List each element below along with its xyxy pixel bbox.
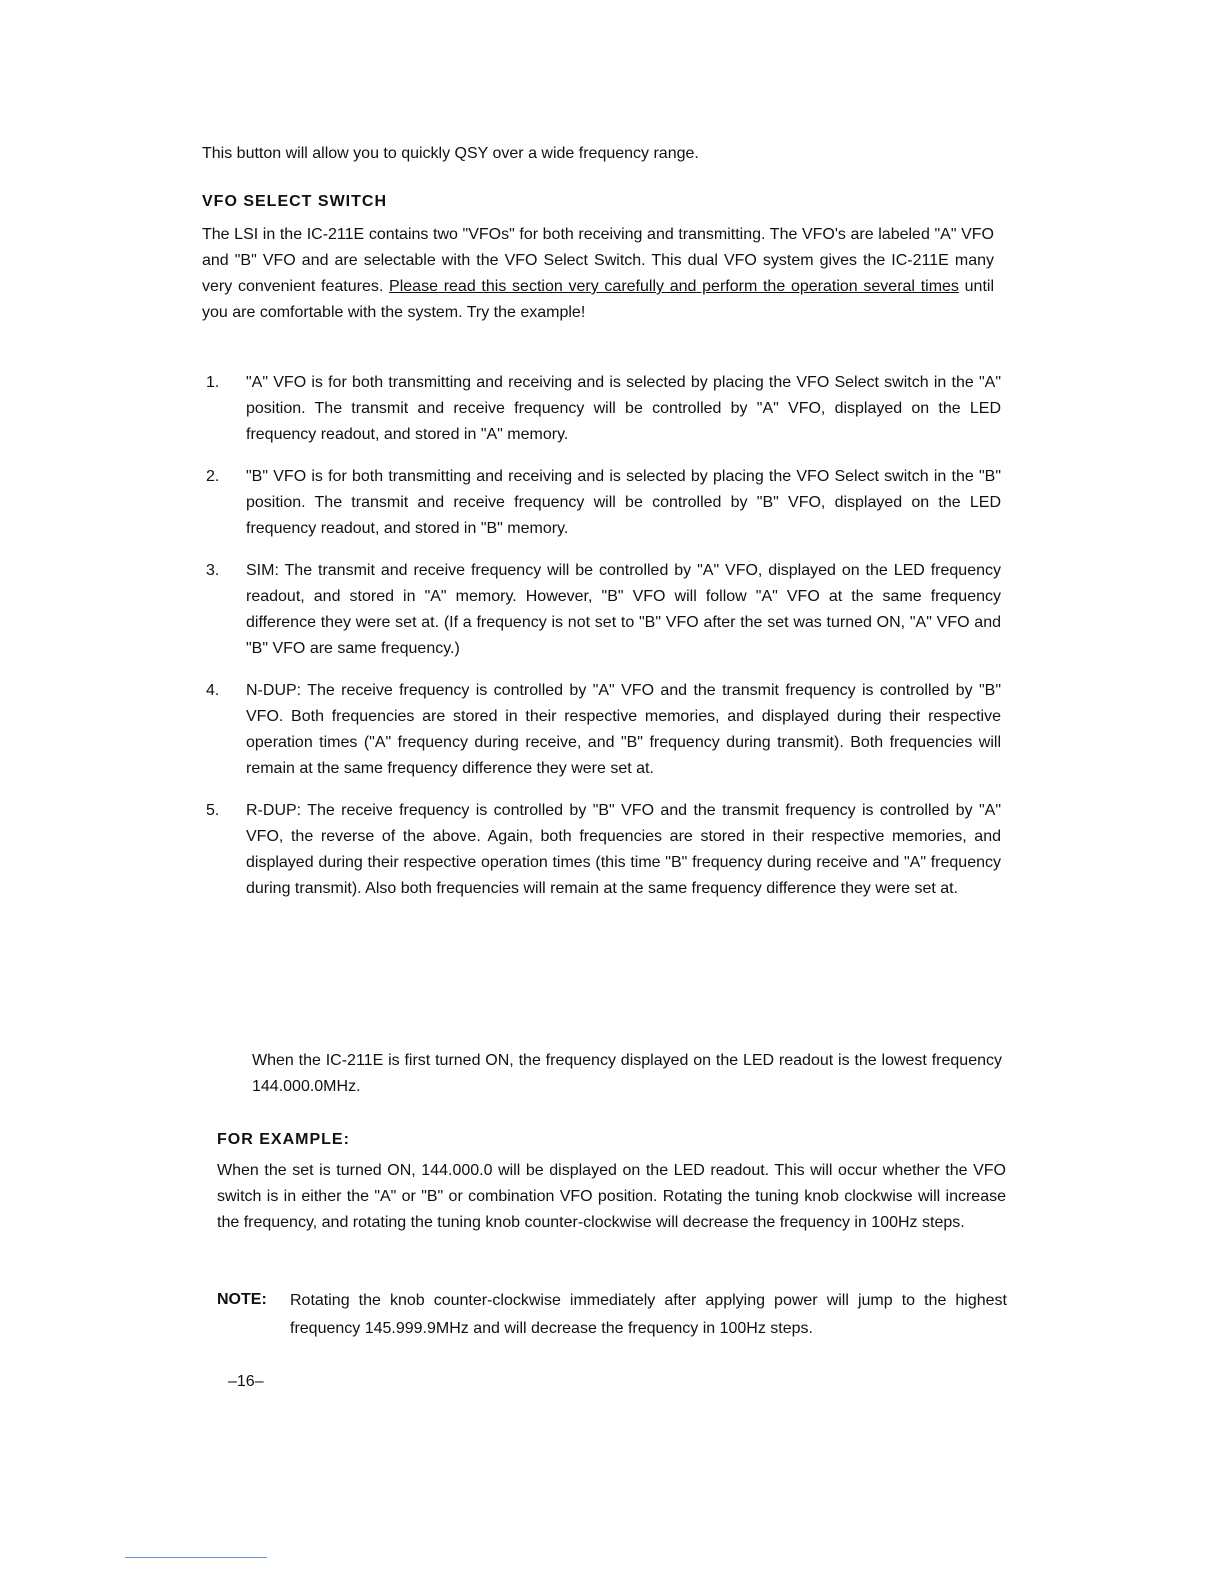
vfo-intro-text-2: until you are comfortable with the system. Try the example! (202, 278, 995, 321)
list-item-number: 5. (206, 802, 220, 819)
list-item-number: 4. (206, 682, 220, 699)
vfo-intro-underlined: Please read this section very carefully and perform the operation several times (389, 278, 959, 295)
list-item (206, 370, 1001, 448)
list-item (206, 558, 1001, 662)
example-heading: FOR EXAMPLE: (217, 1131, 350, 1148)
list-item-text: "B" VFO is for both transmitting and receiving and is selected by placing the VFO Select switch in the "B" position. The transmit and receive frequency will be controlled by "B" VFO, displayed on the LED frequency readout, and stored in "B" memory. (246, 468, 1001, 537)
list-item-text: R-DUP: The receive frequency is controlled by "B" VFO and the transmit frequency is controlled by "A" VFO, the reverse of the above. Again, both frequencies are stored in their respective memories, and displayed during their respective operation times (this time "B" frequency during receive and "A" frequency during transmit). Also both frequencies will remain at the same frequency difference they were set at. (246, 802, 1001, 897)
power-on-paragraph: When the IC-211E is first turned ON, the frequency displayed on the LED readout is the lowest frequency 144.000.0MHz. (252, 1052, 1002, 1095)
vfo-intro-paragraph (202, 222, 994, 326)
note-label: NOTE: (217, 1291, 267, 1308)
list-item-text: SIM: The transmit and receive frequency will be controlled by "A" VFO, displayed on the LED frequency readout, and stored in "A" memory. However, "B" VFO will follow "A" VFO at the same frequency difference they were set at. (If a frequency is not set to "B" VFO after the set was turned ON, "A" VFO and "B" VFO are same frequency.) (246, 562, 1001, 657)
list-item-number: 3. (206, 562, 220, 579)
list-item-text: N-DUP: The receive frequency is controlled by "A" VFO and the transmit frequency is controlled by "B" VFO. Both frequencies are stored in their respective memories, and displayed during their respective operation times ("A" frequency during receive, and "B" frequency during transmit). Both frequencies will remain at the same frequency difference they were set at. (246, 682, 1001, 777)
intro-line: This button will allow you to quickly QSY over a wide frequency range. (202, 145, 699, 162)
list-item (206, 798, 1001, 902)
example-paragraph: When the set is turned ON, 144.000.0 will be displayed on the LED readout. This will occur whether the VFO switch is in either the "A" or "B" or combination VFO position. Rotating the tuning knob clockwise will increase the frequency, and rotating the tuning knob counter-clockwise will decrease the frequency in 100Hz steps. (217, 1162, 1006, 1231)
note-text: Rotating the knob counter-clockwise immediately after applying power will jump to the highest frequency 145.999.9MHz and will decrease the frequency in 100Hz steps. (290, 1292, 1007, 1337)
list-item-number: 2. (206, 468, 220, 485)
page-number: –16– (228, 1373, 264, 1390)
list-item (206, 464, 1001, 542)
vfo-intro-text-1: The LSI in the IC-211E contains two "VFOs" for both receiving and transmitting. The VFO's are labeled "A" VFO and "B" VFO and are selectable with the VFO Select Switch. This dual VFO system gives the IC-211E many very convenient features. (202, 226, 994, 295)
list-item-text: "A" VFO is for both transmitting and receiving and is selected by placing the VFO Select switch in the "A" position. The transmit and receive frequency will be controlled by "A" VFO, displayed on the LED frequency readout, and stored in "A" memory. (246, 374, 1001, 443)
bottom-divider (125, 1557, 267, 1558)
list-item-number: 1. (206, 374, 220, 391)
list-item (206, 678, 1001, 782)
vfo-select-heading: VFO SELECT SWITCH (202, 193, 387, 210)
vfo-mode-list (206, 370, 1001, 918)
